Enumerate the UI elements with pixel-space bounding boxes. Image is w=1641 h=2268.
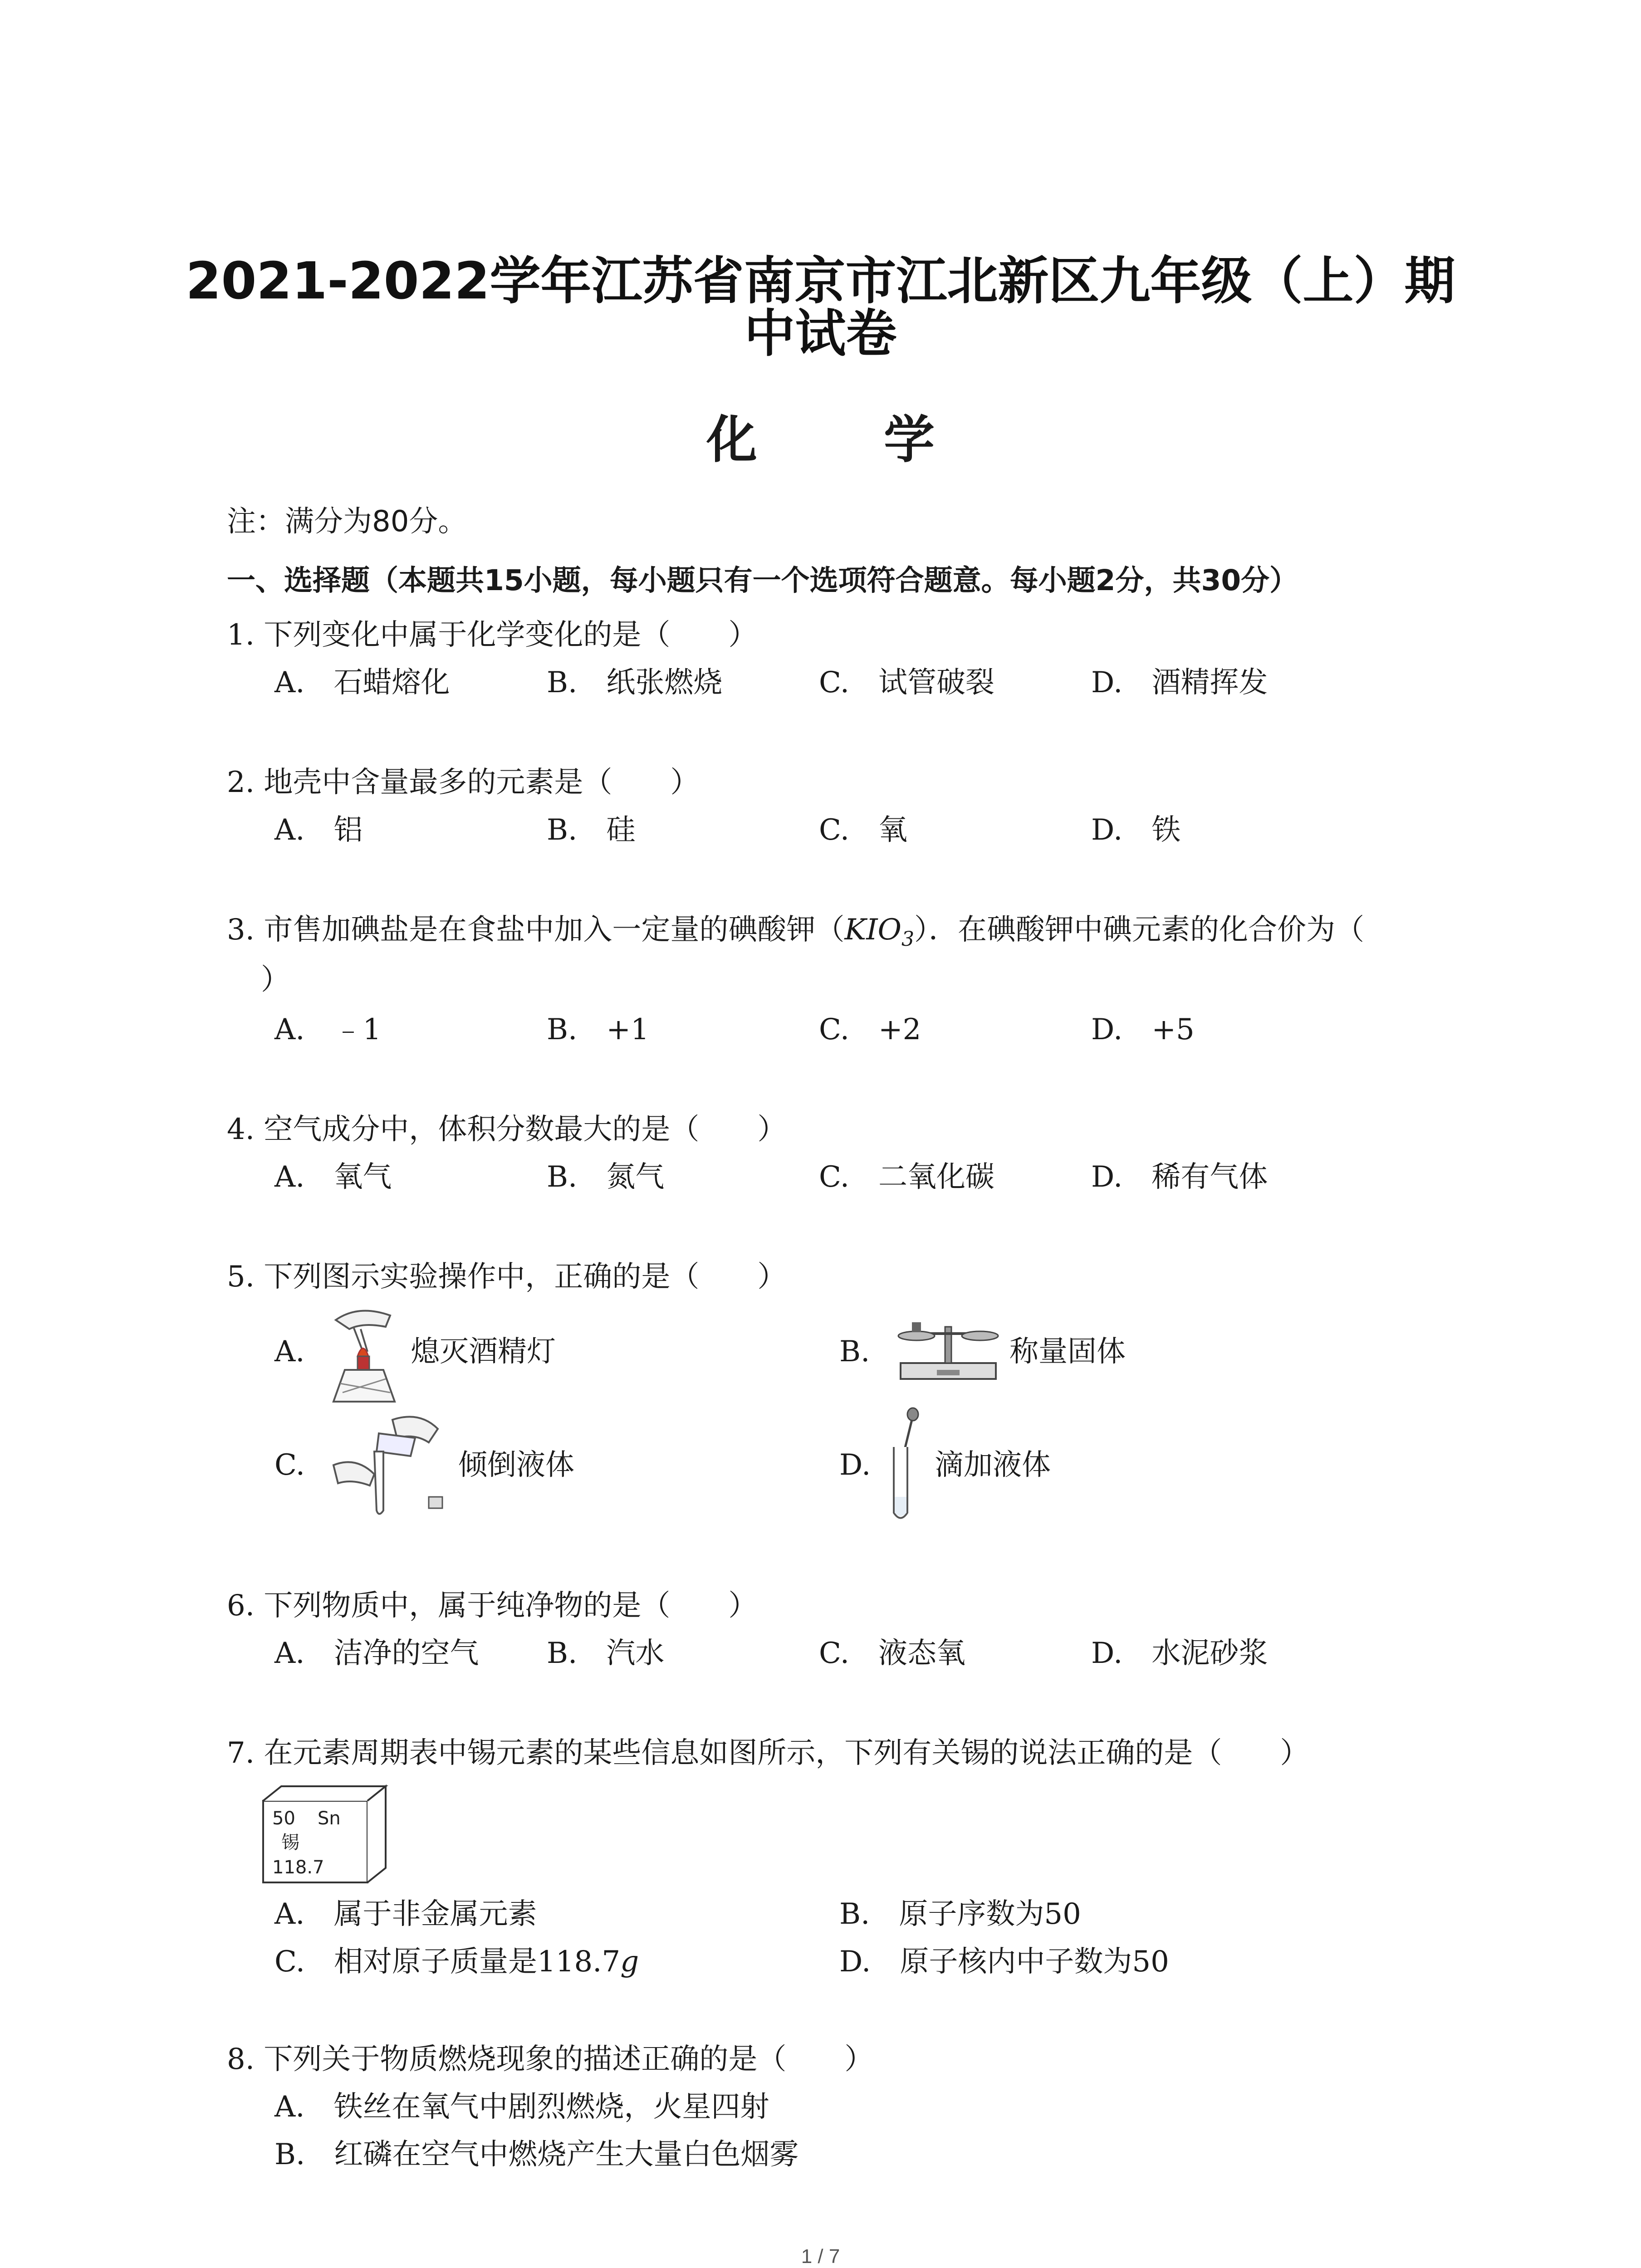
exam-title-line2: 中试卷 bbox=[744, 304, 897, 363]
q5-option-d-letter: D. bbox=[839, 1448, 871, 1482]
balance-scale-icon bbox=[892, 1309, 1005, 1386]
section-heading-choice: 一、选择题（本题共15小题，每小题只有一个选项符合题意。每小题2分，共30分） bbox=[227, 564, 1298, 597]
q1-option-a: A. 石蜡熔化 bbox=[274, 666, 450, 699]
score-note: 注：满分为80分。 bbox=[227, 505, 467, 538]
q1-option-d: D. 酒精挥发 bbox=[1091, 666, 1268, 699]
q5-option-b-letter: B. bbox=[839, 1335, 870, 1369]
q3-formula-main: KIO bbox=[844, 913, 901, 947]
q6-stem: 6. 下列物质中，属于纯净物的是（ ） bbox=[227, 1589, 758, 1623]
q3-stem-before: 3. 市售加碘盐是在食盐中加入一定量的碘酸钾（ bbox=[227, 913, 845, 947]
q6-option-d: D. 水泥砂浆 bbox=[1091, 1637, 1268, 1670]
q3-option-d: D. +5 bbox=[1091, 1013, 1195, 1046]
exam-title-line1: 2021-2022学年江苏省南京市江北新区九年级（上）期 bbox=[186, 252, 1455, 311]
q5-option-a-letter: A. bbox=[274, 1335, 305, 1369]
q7-option-b: B. 原子序数为50 bbox=[839, 1897, 1081, 1931]
tin-atomic-number: 50 bbox=[272, 1808, 295, 1829]
q3-formula bbox=[844, 913, 914, 951]
q8-stem: 8. 下列关于物质燃烧现象的描述正确的是（ ） bbox=[227, 2043, 874, 2076]
q5-option-c-letter: C. bbox=[274, 1448, 305, 1482]
q2-option-b: B. 硅 bbox=[547, 813, 636, 847]
q7-option-c-unit: g bbox=[620, 1945, 639, 1979]
q3-option-a: A. ﹣1 bbox=[274, 1013, 382, 1046]
q4-option-b: B. 氮气 bbox=[547, 1160, 665, 1194]
alcohol-lamp-extinguish-icon bbox=[318, 1302, 417, 1406]
q8-option-b: B. 红磷在空气中燃烧产生大量白色烟雾 bbox=[274, 2138, 799, 2171]
q7-option-a: A. 属于非金属元素 bbox=[274, 1897, 537, 1931]
tin-symbol: Sn bbox=[318, 1808, 341, 1829]
q5-option-d-text: 滴加液体 bbox=[935, 1448, 1051, 1482]
tin-element-cell bbox=[254, 1783, 395, 1887]
q3-option-b: B. +1 bbox=[547, 1013, 649, 1046]
q7-option-d: D. 原子核内中子数为50 bbox=[839, 1945, 1169, 1979]
dropper-test-tube-icon bbox=[885, 1406, 926, 1524]
q3-stem-line2: ） bbox=[261, 963, 290, 997]
q3-option-c: C. +2 bbox=[819, 1013, 921, 1046]
q8-option-a: A. 铁丝在氧气中剧烈燃烧，火星四射 bbox=[274, 2090, 769, 2124]
q5-stem: 5. 下列图示实验操作中，正确的是（ ） bbox=[227, 1260, 787, 1294]
q5-option-b-text: 称量固体 bbox=[1009, 1335, 1126, 1369]
q6-option-c: C. 液态氧 bbox=[819, 1637, 966, 1670]
q7-option-c-text: C. 相对原子质量是118.7 bbox=[274, 1945, 621, 1979]
tin-atomic-mass: 118.7 bbox=[272, 1857, 324, 1878]
q2-option-c: C. 氧 bbox=[819, 813, 908, 847]
q1-option-b: B. 纸张燃烧 bbox=[547, 666, 723, 699]
subject-heading: 化 学 bbox=[706, 411, 989, 469]
q1-stem: 1. 下列变化中属于化学变化的是（ ） bbox=[227, 618, 758, 652]
q6-option-b: B. 汽水 bbox=[547, 1637, 665, 1670]
q6-option-a: A. 洁净的空气 bbox=[274, 1637, 479, 1670]
q1-option-c: C. 试管破裂 bbox=[819, 666, 995, 699]
q4-option-c: C. 二氧化碳 bbox=[819, 1160, 995, 1194]
q4-stem: 4. 空气成分中，体积分数最大的是（ ） bbox=[227, 1113, 787, 1146]
q3-stem-after: ）．在碘酸钾中碘元素的化合价为（ bbox=[914, 913, 1364, 947]
page-number: 1 / 7 bbox=[801, 2245, 840, 2268]
q2-option-a: A. 铝 bbox=[274, 813, 363, 847]
q5-option-c-text: 倾倒液体 bbox=[458, 1448, 574, 1482]
tin-name: 锡 bbox=[281, 1832, 299, 1853]
pouring-liquid-icon bbox=[324, 1406, 451, 1520]
q7-stem: 7. 在元素周期表中锡元素的某些信息如图所示，下列有关锡的说法正确的是（ ） bbox=[227, 1736, 1309, 1770]
q3-stem bbox=[227, 912, 1364, 958]
q3-formula-sub: 3 bbox=[901, 927, 914, 951]
q4-option-d: D. 稀有气体 bbox=[1091, 1160, 1268, 1194]
q7-option-c bbox=[274, 1944, 639, 1980]
q2-stem: 2. 地壳中含量最多的元素是（ ） bbox=[227, 766, 700, 799]
q2-option-d: D. 铁 bbox=[1091, 813, 1181, 847]
q5-option-a-text: 熄灭酒精灯 bbox=[411, 1335, 556, 1369]
q4-option-a: A. 氧气 bbox=[274, 1160, 392, 1194]
